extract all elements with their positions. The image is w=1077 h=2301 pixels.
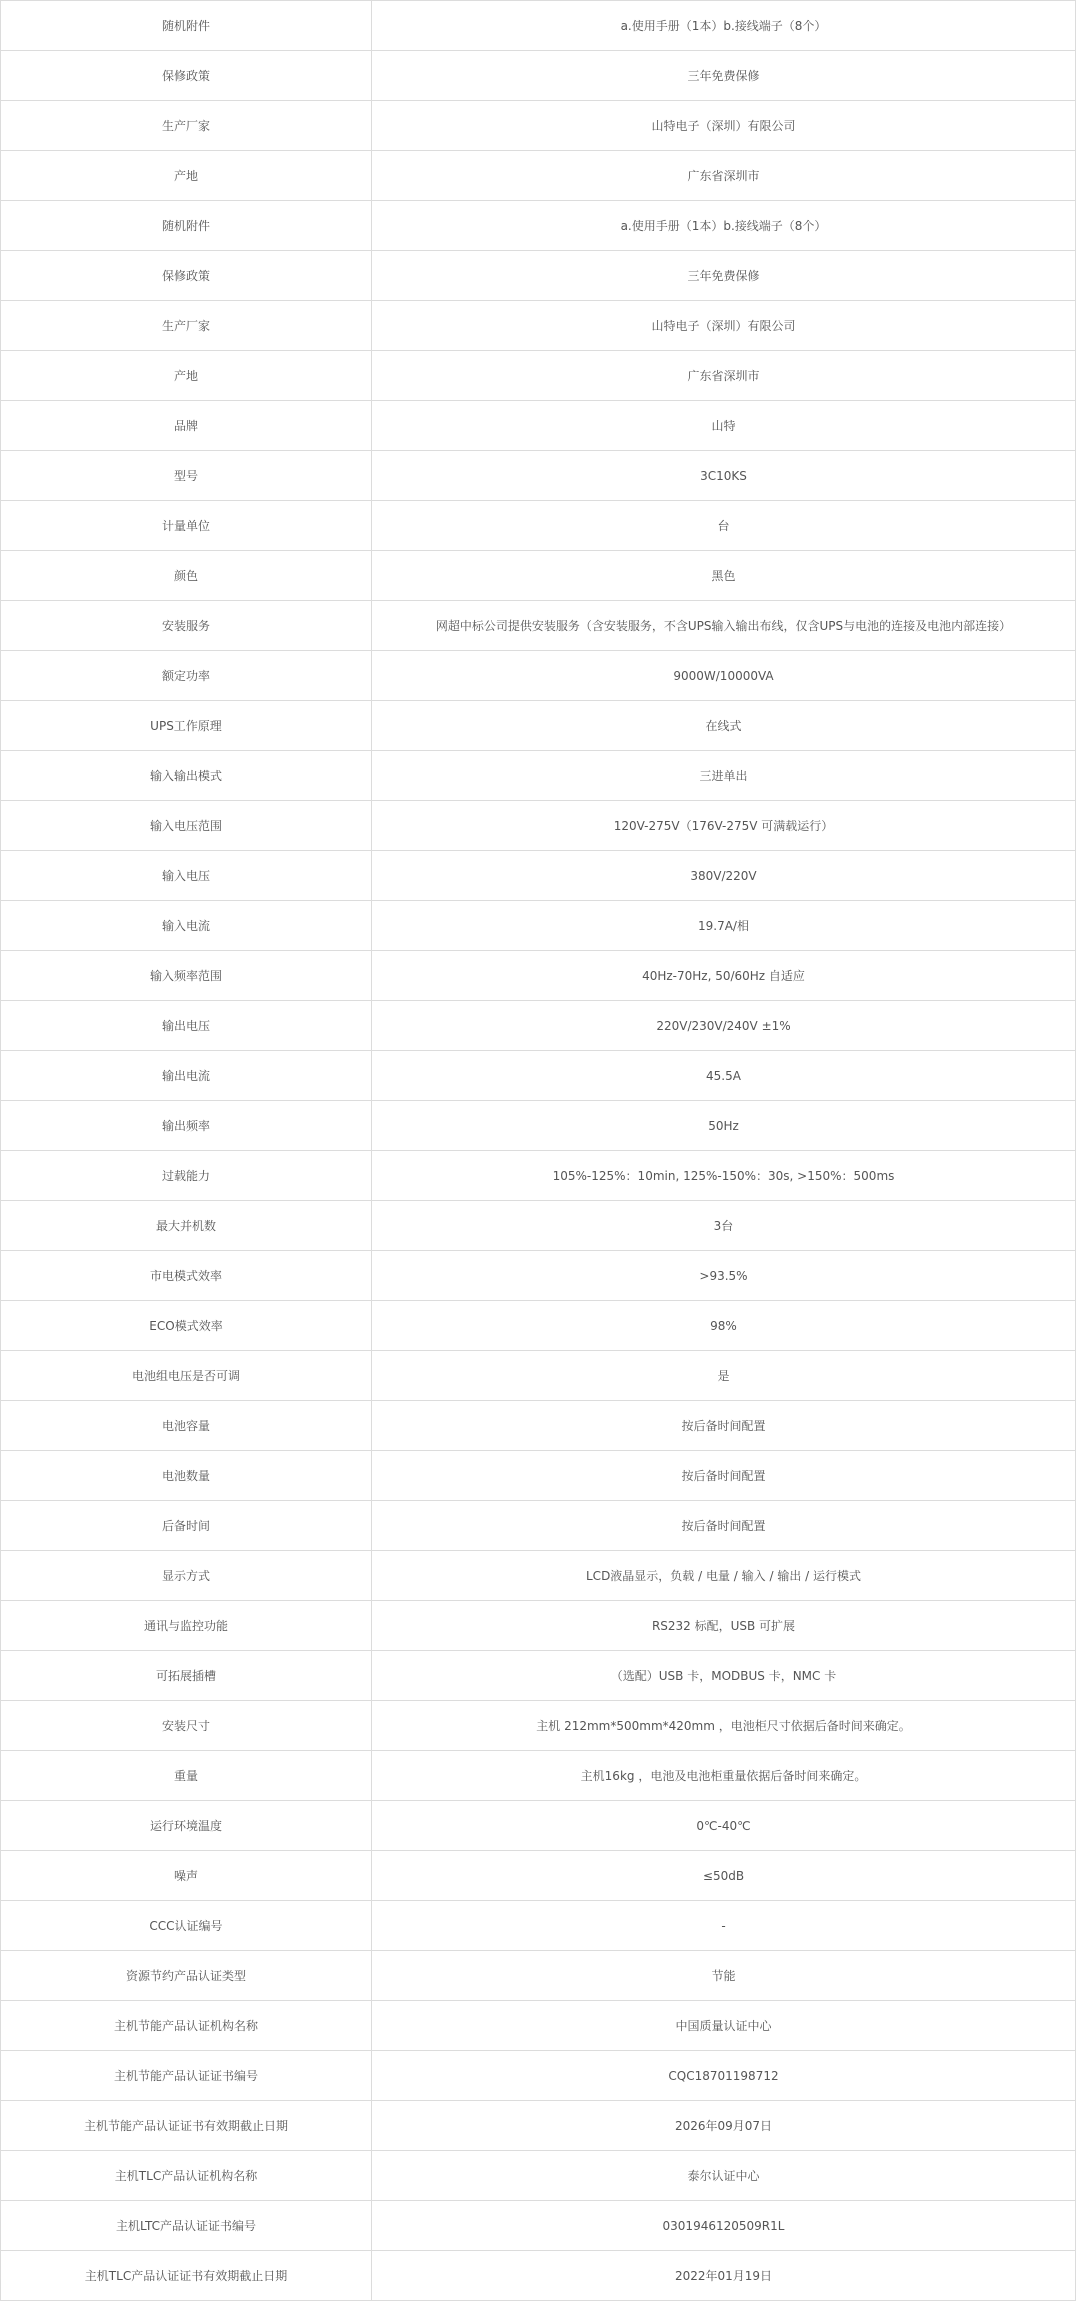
table-row <box>1 1501 1076 1551</box>
table-row <box>1 2001 1076 2051</box>
spec-label: 电池数量 <box>1 1451 372 1501</box>
table-row <box>1 1851 1076 1901</box>
table-row <box>1 401 1076 451</box>
spec-value: 19.7A/相 <box>372 901 1076 951</box>
spec-label: 可拓展插槽 <box>1 1651 372 1701</box>
spec-value: 山特电子（深圳）有限公司 <box>372 301 1076 351</box>
spec-value: 3C10KS <box>372 451 1076 501</box>
spec-label: 生产厂家 <box>1 101 372 151</box>
table-row <box>1 1001 1076 1051</box>
table-row <box>1 551 1076 601</box>
spec-value: >93.5% <box>372 1251 1076 1301</box>
spec-value: - <box>372 1901 1076 1951</box>
spec-value: 泰尔认证中心 <box>372 2151 1076 2201</box>
spec-label: 主机TLC产品认证机构名称 <box>1 2151 372 2201</box>
table-row <box>1 301 1076 351</box>
spec-label: 主机TLC产品认证证书有效期截止日期 <box>1 2251 372 2301</box>
spec-label: 重量 <box>1 1751 372 1801</box>
spec-value: 山特 <box>372 401 1076 451</box>
table-row <box>1 2251 1076 2301</box>
table-row <box>1 501 1076 551</box>
table-row <box>1 1601 1076 1651</box>
spec-label: 主机节能产品认证证书有效期截止日期 <box>1 2101 372 2151</box>
spec-label: 输入电压范围 <box>1 801 372 851</box>
table-row <box>1 1701 1076 1751</box>
spec-value: RS232 标配，USB 可扩展 <box>372 1601 1076 1651</box>
spec-value: ≤50dB <box>372 1851 1076 1901</box>
spec-value: 220V/230V/240V ±1% <box>372 1001 1076 1051</box>
spec-value: 是 <box>372 1351 1076 1401</box>
table-row <box>1 1801 1076 1851</box>
spec-value: 2026年09月07日 <box>372 2101 1076 2151</box>
spec-value: 40Hz-70Hz, 50/60Hz 自适应 <box>372 951 1076 1001</box>
table-row <box>1 1301 1076 1351</box>
spec-label: 颜色 <box>1 551 372 601</box>
spec-label: 显示方式 <box>1 1551 372 1601</box>
spec-label: 保修政策 <box>1 251 372 301</box>
spec-label: 输入频率范围 <box>1 951 372 1001</box>
spec-value: 山特电子（深圳）有限公司 <box>372 101 1076 151</box>
spec-label: 生产厂家 <box>1 301 372 351</box>
table-row <box>1 251 1076 301</box>
spec-label: 过载能力 <box>1 1151 372 1201</box>
spec-label: CCC认证编号 <box>1 1901 372 1951</box>
spec-value: 主机 212mm*500mm*420mm ，电池柜尺寸依据后备时间来确定。 <box>372 1701 1076 1751</box>
spec-label: 额定功率 <box>1 651 372 701</box>
spec-label: 噪声 <box>1 1851 372 1901</box>
table-row <box>1 2151 1076 2201</box>
spec-value: 在线式 <box>372 701 1076 751</box>
spec-label: 电池组电压是否可调 <box>1 1351 372 1401</box>
spec-label: 随机附件 <box>1 1 372 51</box>
table-row <box>1 801 1076 851</box>
spec-value: 105%-125%：10min, 125%-150%：30s, >150%：500ms <box>372 1151 1076 1201</box>
table-row <box>1 101 1076 151</box>
spec-table-body <box>1 1 1076 2301</box>
spec-label: 输出电流 <box>1 1051 372 1101</box>
spec-value: 按后备时间配置 <box>372 1451 1076 1501</box>
table-row <box>1 1201 1076 1251</box>
spec-label: 主机节能产品认证机构名称 <box>1 2001 372 2051</box>
table-row <box>1 601 1076 651</box>
table-row <box>1 2051 1076 2101</box>
spec-value: CQC18701198712 <box>372 2051 1076 2101</box>
table-row <box>1 951 1076 1001</box>
spec-label: ECO模式效率 <box>1 1301 372 1351</box>
spec-value: 按后备时间配置 <box>372 1401 1076 1451</box>
table-row <box>1 351 1076 401</box>
table-row <box>1 51 1076 101</box>
table-row <box>1 901 1076 951</box>
table-row <box>1 701 1076 751</box>
spec-value: 广东省深圳市 <box>372 351 1076 401</box>
spec-value: a.使用手册（1本）b.接线端子（8个） <box>372 201 1076 251</box>
spec-label: 资源节约产品认证类型 <box>1 1951 372 2001</box>
table-row <box>1 2101 1076 2151</box>
spec-value: 中国质量认证中心 <box>372 2001 1076 2051</box>
table-row <box>1 2201 1076 2251</box>
spec-value: 50Hz <box>372 1101 1076 1151</box>
spec-value: LCD液晶显示，负载 / 电量 / 输入 / 输出 / 运行模式 <box>372 1551 1076 1601</box>
spec-label: 产地 <box>1 351 372 401</box>
table-row <box>1 751 1076 801</box>
spec-label: 输出电压 <box>1 1001 372 1051</box>
table-row <box>1 851 1076 901</box>
spec-label: 最大并机数 <box>1 1201 372 1251</box>
table-row <box>1 1901 1076 1951</box>
spec-value: 45.5A <box>372 1051 1076 1101</box>
table-row <box>1 1401 1076 1451</box>
table-row <box>1 451 1076 501</box>
spec-value: 主机16kg ，电池及电池柜重量依据后备时间来确定。 <box>372 1751 1076 1801</box>
spec-label: 计量单位 <box>1 501 372 551</box>
spec-value: 三年免费保修 <box>372 51 1076 101</box>
spec-label: 随机附件 <box>1 201 372 251</box>
spec-label: 品牌 <box>1 401 372 451</box>
spec-label: 输入输出模式 <box>1 751 372 801</box>
spec-label: 市电模式效率 <box>1 1251 372 1301</box>
spec-label: 运行环境温度 <box>1 1801 372 1851</box>
spec-label: 电池容量 <box>1 1401 372 1451</box>
table-row <box>1 1951 1076 2001</box>
spec-value: a.使用手册（1本）b.接线端子（8个） <box>372 1 1076 51</box>
spec-label: 主机节能产品认证证书编号 <box>1 2051 372 2101</box>
spec-value: 台 <box>372 501 1076 551</box>
spec-label: 输入电流 <box>1 901 372 951</box>
table-row <box>1 1651 1076 1701</box>
table-row <box>1 1451 1076 1501</box>
spec-value: 0℃-40℃ <box>372 1801 1076 1851</box>
spec-value: 98% <box>372 1301 1076 1351</box>
table-row <box>1 1551 1076 1601</box>
table-row <box>1 1351 1076 1401</box>
table-row <box>1 1051 1076 1101</box>
spec-label: 安装服务 <box>1 601 372 651</box>
table-row <box>1 1751 1076 1801</box>
spec-value: 黑色 <box>372 551 1076 601</box>
spec-label: 主机LTC产品认证证书编号 <box>1 2201 372 2251</box>
table-row <box>1 1101 1076 1151</box>
spec-value: 网超中标公司提供安装服务（含安装服务，不含UPS输入输出布线，仅含UPS与电池的连接及电池内部连接） <box>372 601 1076 651</box>
spec-label: 保修政策 <box>1 51 372 101</box>
spec-value: 三年免费保修 <box>372 251 1076 301</box>
table-row <box>1 1251 1076 1301</box>
spec-value: 9000W/10000VA <box>372 651 1076 701</box>
spec-value: 120V-275V（176V-275V 可满载运行） <box>372 801 1076 851</box>
spec-label: 通讯与监控功能 <box>1 1601 372 1651</box>
spec-value: 广东省深圳市 <box>372 151 1076 201</box>
spec-value: 2022年01月19日 <box>372 2251 1076 2301</box>
spec-value: 0301946120509R1L <box>372 2201 1076 2251</box>
table-row <box>1 1 1076 51</box>
spec-value: 按后备时间配置 <box>372 1501 1076 1551</box>
table-row <box>1 651 1076 701</box>
table-row <box>1 201 1076 251</box>
spec-label: 输入电压 <box>1 851 372 901</box>
spec-label: 型号 <box>1 451 372 501</box>
spec-label: 输出频率 <box>1 1101 372 1151</box>
spec-value: 三进单出 <box>372 751 1076 801</box>
spec-value: 节能 <box>372 1951 1076 2001</box>
spec-value: 380V/220V <box>372 851 1076 901</box>
spec-label: 产地 <box>1 151 372 201</box>
table-row <box>1 1151 1076 1201</box>
spec-label: 安装尺寸 <box>1 1701 372 1751</box>
spec-value: （选配）USB 卡，MODBUS 卡，NMC 卡 <box>372 1651 1076 1701</box>
spec-value: 3台 <box>372 1201 1076 1251</box>
spec-label: 后备时间 <box>1 1501 372 1551</box>
table-row <box>1 151 1076 201</box>
spec-label: UPS工作原理 <box>1 701 372 751</box>
